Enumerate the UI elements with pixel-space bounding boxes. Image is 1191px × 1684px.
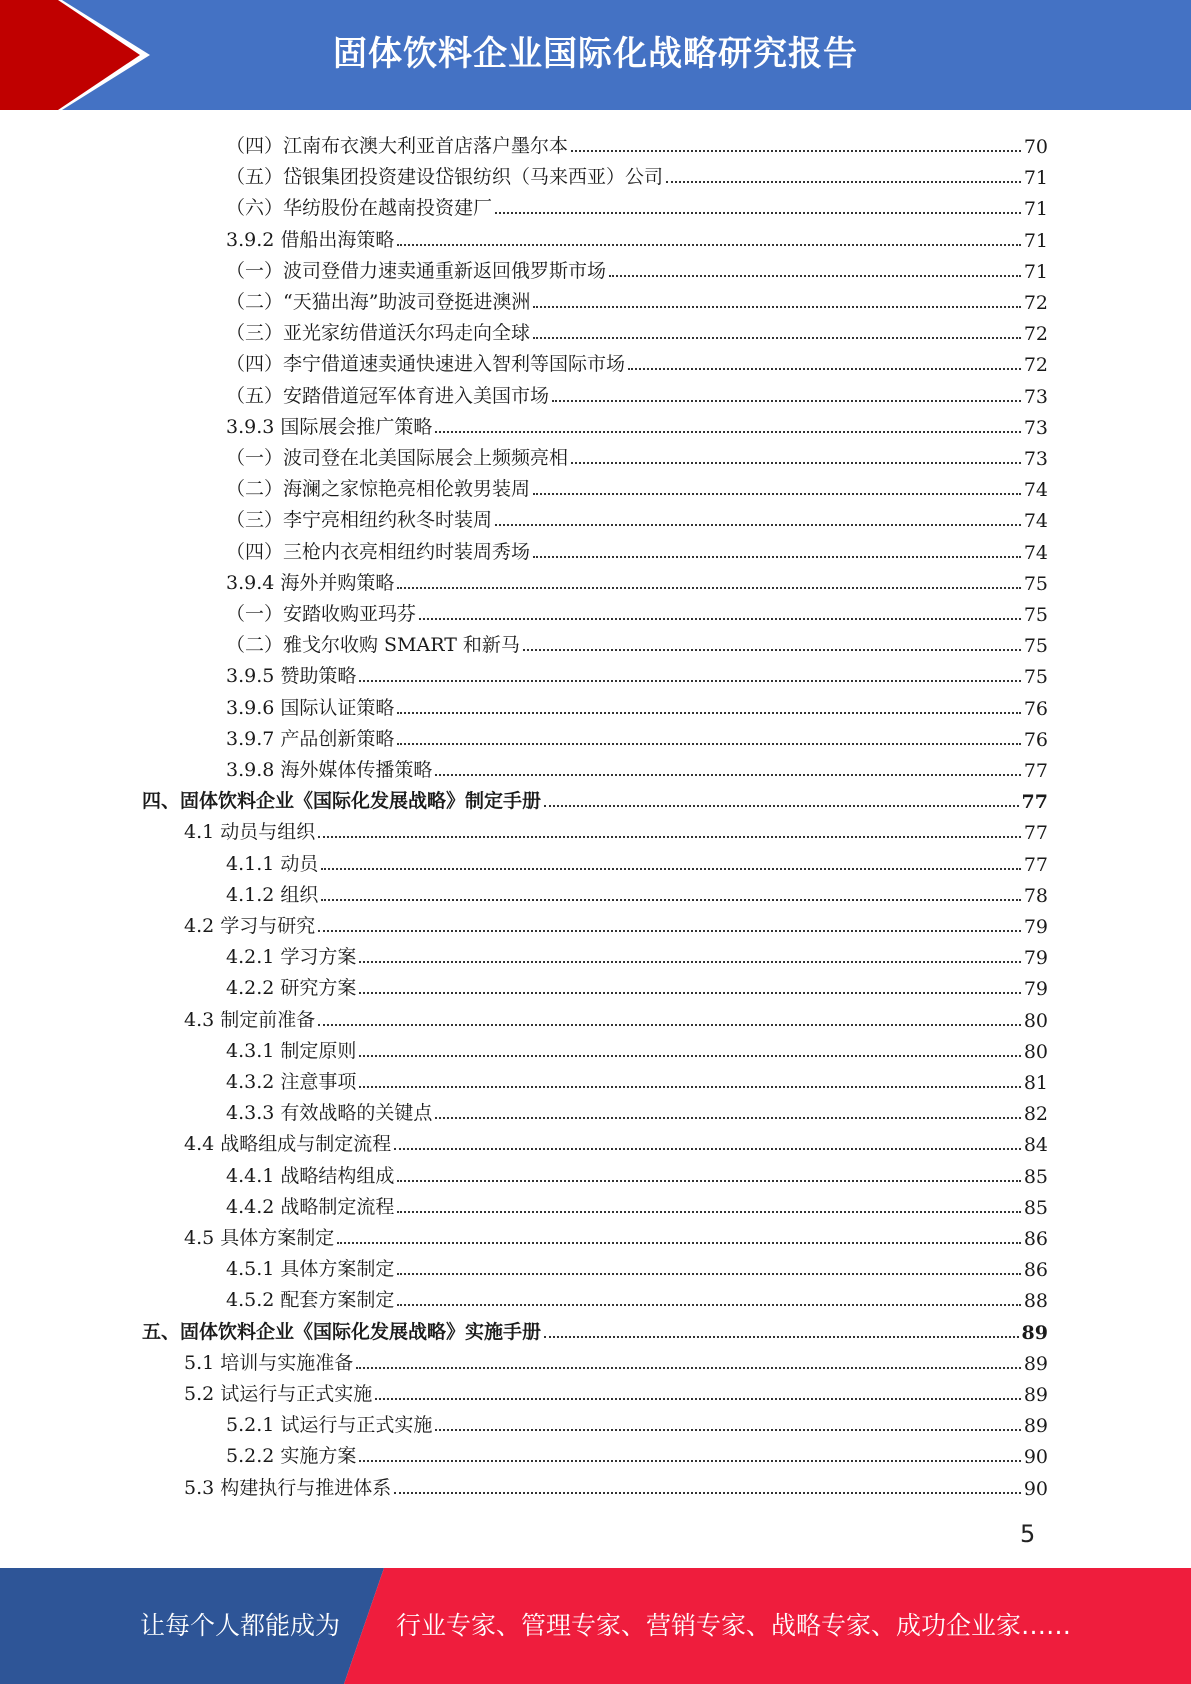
- toc-entry-page: 89: [1023, 1415, 1048, 1438]
- toc-entry-page: 72: [1023, 323, 1048, 346]
- toc-dot-leader: [435, 431, 1020, 433]
- toc-entry-page: 79: [1023, 916, 1048, 938]
- toc-dot-leader: [321, 899, 1020, 901]
- toc-entry-page: 90: [1023, 1477, 1048, 1500]
- toc-dot-leader: [356, 1367, 1021, 1369]
- toc-entry-title: 4.3.3 有效战略的关键点: [226, 1102, 433, 1125]
- toc-dot-leader: [337, 1242, 1021, 1244]
- toc-entry-page: 89: [1023, 1384, 1048, 1406]
- toc-entry-title: 4.1.2 组织: [226, 883, 319, 906]
- toc-dot-leader: [375, 1398, 1021, 1400]
- toc-entry-page: 88: [1023, 1290, 1048, 1313]
- toc-entry[interactable]: [226, 1437, 1048, 1468]
- toc-entry-title: （五）岱银集团投资建设岱银纺织（马来西亚）公司: [226, 166, 664, 189]
- toc-entry-title: 5.3 构建执行与推进体系: [184, 1476, 392, 1499]
- toc-entry-title: 4.2.1 学习方案: [226, 946, 357, 969]
- toc-entry-page: 74: [1023, 510, 1048, 533]
- toc-entry-page: 90: [1023, 1446, 1048, 1469]
- toc-entry-page: 75: [1023, 572, 1048, 595]
- toc-entry-page: 89: [1023, 1352, 1048, 1375]
- toc-dot-leader: [397, 587, 1020, 589]
- toc-entry-title: （二）“天猫出海”助波司登挺进澳洲: [226, 291, 531, 313]
- toc-entry-page: 74: [1023, 479, 1048, 502]
- toc-dot-leader: [397, 1180, 1020, 1182]
- toc-entry-title: （三）亚光家纺借道沃尔玛走向全球: [226, 322, 531, 345]
- toc-entry[interactable]: [226, 501, 1048, 532]
- toc-entry-title: 4.2 学习与研究: [184, 915, 316, 937]
- toc-entry-page: 77: [1023, 760, 1048, 782]
- toc-dot-leader: [359, 961, 1020, 963]
- toc-entry[interactable]: [226, 751, 1048, 782]
- toc-dot-leader: [397, 244, 1020, 246]
- toc-entry-title: （一）波司登在北美国际展会上频频亮相: [226, 447, 569, 469]
- toc-entry-title: （四）江南布衣澳大利亚首店落户墨尔本: [226, 135, 569, 157]
- toc-dot-leader: [397, 712, 1020, 714]
- toc-entry-title: （二）雅戈尔收购 SMART 和新马: [226, 634, 520, 657]
- toc-entry-page: 76: [1023, 697, 1048, 720]
- toc-dot-leader: [397, 1304, 1020, 1306]
- toc-entry-page: 85: [1023, 1165, 1048, 1188]
- page-footer: [0, 1568, 1191, 1684]
- toc-entry-page: 73: [1023, 385, 1048, 408]
- toc-dot-leader: [397, 743, 1020, 745]
- toc-dot-leader: [359, 1055, 1020, 1057]
- toc-entry[interactable]: [226, 533, 1048, 564]
- toc-entry-title: （一）安踏收购亚玛芬: [226, 603, 417, 625]
- toc-entry-page: 80: [1023, 1040, 1048, 1063]
- toc-entry[interactable]: [184, 1001, 1048, 1032]
- toc-entry-page: 75: [1023, 666, 1048, 689]
- toc-dot-leader: [666, 181, 1021, 183]
- toc-entry-page: 71: [1023, 167, 1048, 190]
- toc-entry[interactable]: [226, 1094, 1048, 1125]
- toc-entry[interactable]: [226, 969, 1048, 1000]
- toc-dot-leader: [394, 1148, 1021, 1150]
- toc-dot-leader: [397, 1273, 1020, 1275]
- toc-entry[interactable]: [226, 377, 1048, 408]
- toc-dot-leader: [533, 306, 1020, 308]
- toc-entry-title: 4.5.2 配套方案制定: [226, 1289, 395, 1312]
- toc-entry[interactable]: [226, 439, 1048, 470]
- toc-entry[interactable]: [184, 907, 1048, 938]
- footer-slogan-left: 让每个人都能成为: [140, 1611, 341, 1640]
- toc-entry[interactable]: [142, 782, 1048, 813]
- toc-dot-leader: [571, 462, 1021, 464]
- toc-dot-leader: [359, 1460, 1020, 1462]
- toc-dot-leader: [495, 524, 1021, 526]
- toc-entry-title: 3.9.6 国际认证策略: [226, 696, 395, 719]
- toc-dot-leader: [419, 618, 1021, 620]
- toc-entry[interactable]: [226, 564, 1048, 595]
- toc-dot-leader: [318, 836, 1021, 838]
- toc-entry-title: 3.9.2 借船出海策略: [226, 228, 395, 251]
- toc-entry[interactable]: [142, 1313, 1048, 1344]
- toc-entry-title: 4.3 制定前准备: [184, 1008, 316, 1031]
- toc-entry-title: （四）李宁借道速卖通快速进入智利等国际市场: [226, 353, 626, 376]
- toc-entry-title: 4.1 动员与组织: [184, 821, 316, 844]
- toc-dot-leader: [435, 1429, 1020, 1431]
- toc-entry[interactable]: [184, 1375, 1048, 1406]
- toc-entry-page: 71: [1023, 260, 1048, 283]
- toc-dot-leader: [359, 992, 1020, 994]
- toc-entry-page: 71: [1023, 229, 1048, 252]
- toc-entry-title: 4.5.1 具体方案制定: [226, 1258, 395, 1281]
- toc-dot-leader: [609, 275, 1021, 277]
- toc-entry-title: 4.4.1 战略结构组成: [226, 1164, 395, 1187]
- toc-entry[interactable]: [226, 1250, 1048, 1281]
- toc-entry[interactable]: [184, 1125, 1048, 1156]
- toc-entry[interactable]: [226, 408, 1048, 439]
- report-title: 固体饮料企业国际化战略研究报告: [333, 34, 858, 74]
- toc-entry[interactable]: [226, 1032, 1048, 1063]
- toc-entry[interactable]: [184, 1219, 1048, 1250]
- toc-entry-title: （二）海澜之家惊艳亮相伦敦男装周: [226, 478, 531, 501]
- toc-entry-title: 4.3.2 注意事项: [226, 1071, 357, 1093]
- toc-dot-leader: [533, 556, 1021, 558]
- toc-entry-title: 4.4.2 战略制定流程: [226, 1195, 395, 1218]
- toc-dot-leader: [495, 212, 1021, 214]
- toc-entry-title: 4.1.1 动员: [226, 852, 319, 875]
- toc-entry[interactable]: [226, 1157, 1048, 1188]
- toc-entry-page: 80: [1023, 1009, 1048, 1032]
- toc-dot-leader: [544, 1336, 1019, 1338]
- toc-entry-page: 84: [1023, 1134, 1048, 1157]
- toc-dot-leader: [359, 1086, 1020, 1088]
- toc-entry-title: 5.2.1 试运行与正式实施: [226, 1414, 433, 1437]
- toc-entry-page: 73: [1023, 416, 1048, 439]
- toc-entry-title: （三）李宁亮相纽约秋冬时装周: [226, 509, 493, 532]
- toc-dot-leader: [397, 1211, 1020, 1213]
- toc-entry[interactable]: [226, 1281, 1048, 1312]
- toc-entry-title: 3.9.3 国际展会推广策略: [226, 415, 433, 438]
- toc-entry-title: 五、固体饮料企业《国际化发展战略》实施手册: [142, 1320, 542, 1343]
- toc-entry-page: 72: [1023, 354, 1048, 377]
- toc-dot-leader: [533, 337, 1021, 339]
- toc-entry-page: 78: [1023, 884, 1048, 907]
- toc-dot-leader: [394, 1492, 1021, 1494]
- toc-entry[interactable]: [226, 1063, 1048, 1094]
- toc-entry[interactable]: [226, 221, 1048, 252]
- toc-dot-leader: [435, 1117, 1020, 1119]
- toc-entry[interactable]: [226, 252, 1048, 283]
- toc-entry-page: 71: [1023, 198, 1048, 221]
- toc-entry-page: 70: [1023, 136, 1048, 158]
- toc-entry[interactable]: [184, 1469, 1048, 1500]
- toc-entry-title: （四）三枪内衣亮相纽约时装周秀场: [226, 540, 531, 563]
- toc-entry-page: 85: [1023, 1196, 1048, 1219]
- toc-entry-title: 5.1 培训与实施准备: [184, 1351, 354, 1374]
- toc-entry-title: （一）波司登借力速卖通重新返回俄罗斯市场: [226, 259, 607, 282]
- toc-entry-page: 82: [1023, 1103, 1048, 1126]
- toc-entry-page: 75: [1023, 604, 1048, 626]
- toc-entry-page: 75: [1023, 635, 1048, 658]
- toc-entry-page: 89: [1021, 1321, 1048, 1344]
- toc-entry-title: 3.9.5 赞助策略: [226, 665, 357, 688]
- toc-entry-title: 四、固体饮料企业《国际化发展战略》制定手册: [142, 790, 542, 813]
- toc-entry-page: 77: [1021, 791, 1048, 814]
- toc-entry[interactable]: [226, 626, 1048, 657]
- toc-entry[interactable]: [226, 1188, 1048, 1219]
- toc-dot-leader: [318, 1024, 1021, 1026]
- toc-dot-leader: [533, 493, 1021, 495]
- toc-entry-page: 86: [1023, 1228, 1048, 1250]
- toc-entry-title: 5.2 试运行与正式实施: [184, 1383, 373, 1405]
- toc-dot-leader: [435, 774, 1020, 776]
- toc-entry[interactable]: [226, 876, 1048, 907]
- toc-entry[interactable]: [226, 595, 1048, 626]
- toc-entry-title: 3.9.4 海外并购策略: [226, 571, 395, 594]
- toc-entry[interactable]: [226, 314, 1048, 345]
- toc-dot-leader: [544, 805, 1019, 807]
- toc-entry-title: 3.9.8 海外媒体传播策略: [226, 759, 433, 781]
- toc-entry-title: （六）华纺股份在越南投资建厂: [226, 197, 493, 220]
- page-number: 5: [1020, 1520, 1036, 1548]
- toc-entry[interactable]: [226, 283, 1048, 314]
- toc-entry[interactable]: [226, 720, 1048, 751]
- toc-entry[interactable]: [226, 158, 1048, 189]
- toc-entry-title: （五）安踏借道冠军体育进入美国市场: [226, 384, 550, 407]
- toc-entry[interactable]: [226, 1406, 1048, 1437]
- toc-dot-leader: [318, 930, 1021, 932]
- toc-dot-leader: [628, 368, 1021, 370]
- toc-entry[interactable]: [226, 845, 1048, 876]
- toc-entry-page: 79: [1023, 947, 1048, 970]
- toc-entry-title: 5.2.2 实施方案: [226, 1445, 357, 1468]
- toc-entry-page: 81: [1023, 1072, 1048, 1094]
- toc-entry-page: 79: [1023, 978, 1048, 1001]
- toc-entry-title: 4.4 战略组成与制定流程: [184, 1133, 392, 1156]
- toc-entry[interactable]: [184, 813, 1048, 844]
- footer-slogan-right: 行业专家、管理专家、营销专家、战略专家、成功企业家……: [396, 1611, 1072, 1640]
- toc-entry-page: 74: [1023, 541, 1048, 564]
- toc-dot-leader: [571, 150, 1021, 152]
- page-header: [0, 0, 1191, 110]
- toc-entry-page: 77: [1023, 822, 1048, 845]
- toc-entry-page: 72: [1023, 292, 1048, 314]
- toc-dot-leader: [359, 680, 1020, 682]
- toc-entry-page: 73: [1023, 448, 1048, 470]
- toc-entry[interactable]: [226, 689, 1048, 720]
- toc-entry[interactable]: [226, 938, 1048, 969]
- toc-entry[interactable]: [226, 470, 1048, 501]
- toc-entry[interactable]: [226, 189, 1048, 220]
- toc-entry-title: 4.3.1 制定原则: [226, 1039, 357, 1062]
- toc-entry[interactable]: [184, 1344, 1048, 1375]
- toc-entry[interactable]: [226, 345, 1048, 376]
- toc-entry-page: 86: [1023, 1259, 1048, 1282]
- toc-entry-title: 4.5 具体方案制定: [184, 1227, 335, 1249]
- toc-entry-title: 4.2.2 研究方案: [226, 977, 357, 1000]
- toc-dot-leader: [321, 868, 1020, 870]
- toc-entry-page: 76: [1023, 728, 1048, 751]
- toc-dot-leader: [523, 649, 1021, 651]
- toc-entry-title: 3.9.7 产品创新策略: [226, 727, 395, 750]
- toc-dot-leader: [552, 400, 1021, 402]
- toc-entry[interactable]: [226, 657, 1048, 688]
- toc-entry-page: 77: [1023, 853, 1048, 876]
- toc-entry[interactable]: [226, 127, 1048, 158]
